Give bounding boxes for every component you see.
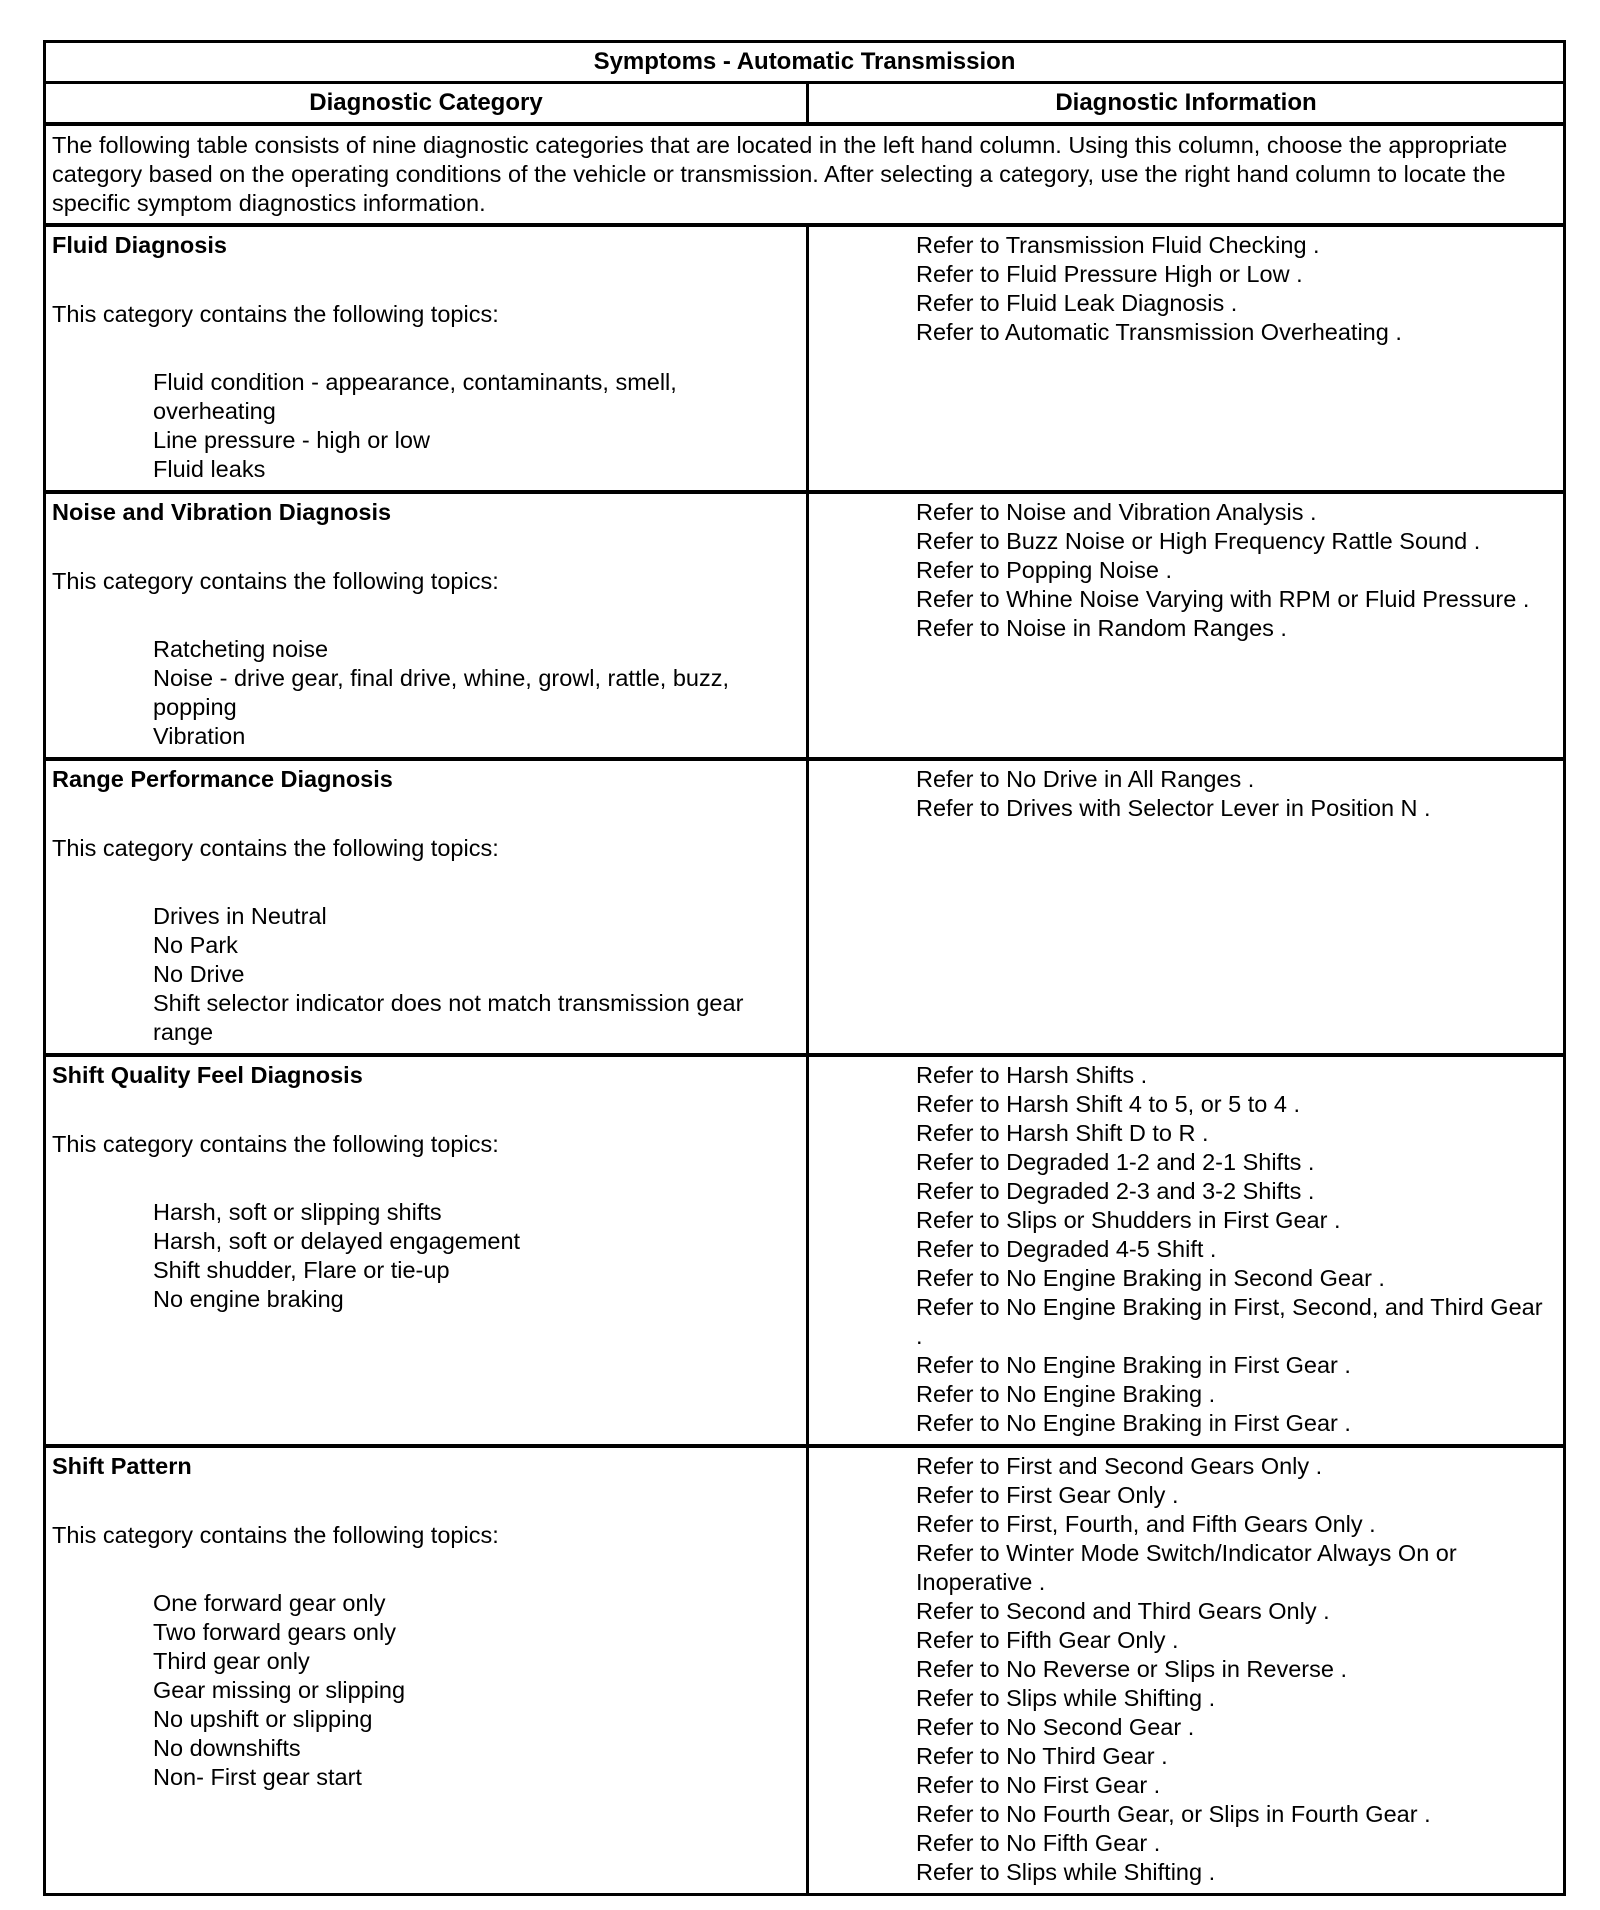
table-row <box>46 227 1563 494</box>
category-cell <box>46 761 809 1053</box>
refer-link[interactable]: Refer to Slips while Shifting . <box>916 1859 1216 1885</box>
topic-item: Two forward gears only <box>153 1619 396 1645</box>
refer-link[interactable]: Refer to Degraded 2-3 and 3-2 Shifts . <box>916 1178 1315 1204</box>
refer-link[interactable]: Refer to No First Gear . <box>916 1772 1161 1798</box>
refer-link[interactable]: Refer to Fifth Gear Only . <box>916 1627 1179 1653</box>
table-header <box>46 84 1563 126</box>
topic-item: Line pressure - high or low <box>153 427 430 453</box>
refer-link[interactable]: Refer to Automatic Transmission Overheating . <box>916 319 1402 345</box>
refer-link[interactable]: Refer to Transmission Fluid Checking . <box>916 232 1320 258</box>
refer-link[interactable]: Refer to Popping Noise . <box>916 557 1173 583</box>
refer-link[interactable]: Refer to No Engine Braking in Second Gear . <box>916 1265 1385 1291</box>
category-cell <box>46 227 809 490</box>
contains-label: This category contains the following topics: <box>52 568 499 594</box>
topic-item: Fluid condition - appearance, contaminants, smell, overheating <box>153 369 677 424</box>
information-cell <box>809 227 1563 490</box>
topic-item: Non- First gear start <box>153 1764 362 1790</box>
refer-link[interactable]: Refer to No Second Gear . <box>916 1714 1195 1740</box>
table-row <box>46 761 1563 1057</box>
topic-item: Harsh, soft or delayed engagement <box>153 1228 521 1254</box>
refer-link[interactable]: Refer to Noise in Random Ranges . <box>916 615 1287 641</box>
refer-link[interactable]: Refer to First and Second Gears Only . <box>916 1453 1323 1479</box>
refer-link[interactable]: Refer to Harsh Shifts . <box>916 1062 1148 1088</box>
information-cell <box>809 1448 1563 1893</box>
topic-item: No Drive <box>153 961 245 987</box>
topic-list <box>52 1589 800 1792</box>
refer-link[interactable]: Refer to Whine Noise Varying with RPM or Fluid Pressure . <box>916 586 1530 612</box>
refer-link[interactable]: Refer to No Engine Braking in First Gear . <box>916 1410 1351 1436</box>
refer-link[interactable]: Refer to No Engine Braking in First Gear . <box>916 1352 1351 1378</box>
topic-item: Gear missing or slipping <box>153 1677 406 1703</box>
category-cell <box>46 1057 809 1444</box>
header-diagnostic-category: Diagnostic Category <box>46 84 809 122</box>
refer-link[interactable]: Refer to First Gear Only . <box>916 1482 1179 1508</box>
contains-label: This category contains the following topics: <box>52 835 499 861</box>
information-cell <box>809 494 1563 757</box>
refer-link[interactable]: Refer to Noise and Vibration Analysis . <box>916 499 1317 525</box>
refer-link[interactable]: Refer to No Engine Braking in First, Second, and Third Gear . <box>916 1294 1543 1349</box>
topic-item: No upshift or slipping <box>153 1706 373 1732</box>
category-cell <box>46 494 809 757</box>
refer-link[interactable]: Refer to Degraded 1-2 and 2-1 Shifts . <box>916 1149 1315 1175</box>
topic-item: Shift shudder, Flare or tie-up <box>153 1257 450 1283</box>
category-rows <box>46 227 1563 1893</box>
refer-link[interactable]: Refer to No Drive in All Ranges . <box>916 766 1255 792</box>
refer-link[interactable]: Refer to Winter Mode Switch/Indicator Always On or Inoperative . <box>916 1540 1457 1595</box>
topic-item: Ratcheting noise <box>153 636 329 662</box>
contains-label: This category contains the following topics: <box>52 1522 499 1548</box>
category-cell <box>46 1448 809 1893</box>
refer-link[interactable]: Refer to Fluid Leak Diagnosis . <box>916 290 1238 316</box>
table-row <box>46 1057 1563 1448</box>
topic-item: Harsh, soft or slipping shifts <box>153 1199 442 1225</box>
topic-item: Vibration <box>153 723 246 749</box>
category-title: Shift Quality Feel Diagnosis <box>52 1062 363 1088</box>
topic-item: One forward gear only <box>153 1590 386 1616</box>
topic-item: Noise - drive gear, final drive, whine, growl, rattle, buzz, popping <box>153 665 730 720</box>
category-title: Shift Pattern <box>52 1453 192 1479</box>
topic-item: Fluid leaks <box>153 456 266 482</box>
symptoms-table <box>43 40 1566 1896</box>
category-title: Fluid Diagnosis <box>52 232 227 258</box>
information-cell <box>809 1057 1563 1444</box>
topic-item: Third gear only <box>153 1648 310 1674</box>
refer-link[interactable]: Refer to Slips or Shudders in First Gear . <box>916 1207 1341 1233</box>
refer-link[interactable]: Refer to Harsh Shift 4 to 5, or 5 to 4 . <box>916 1091 1301 1117</box>
topic-item: Drives in Neutral <box>153 903 327 929</box>
refer-link[interactable]: Refer to Degraded 4-5 Shift . <box>916 1236 1217 1262</box>
topic-item: Shift selector indicator does not match transmission gear range <box>153 990 744 1045</box>
contains-label: This category contains the following topics: <box>52 1131 499 1157</box>
topic-list <box>52 1198 800 1314</box>
intro-text: The following table consists of nine diagnostic categories that are located in the left hand column. Using this column, choose the appropriate category based on the operating conditions of the vehicle or transmission. After selecting a category, use the right hand column to locate the specific symptom diagnostics information. <box>46 126 1563 227</box>
topic-item: No engine braking <box>153 1286 344 1312</box>
refer-link[interactable]: Refer to No Third Gear . <box>916 1743 1168 1769</box>
category-title: Range Performance Diagnosis <box>52 766 393 792</box>
information-cell <box>809 761 1563 1053</box>
refer-link[interactable]: Refer to No Fourth Gear, or Slips in Fourth Gear . <box>916 1801 1431 1827</box>
topic-item: No downshifts <box>153 1735 301 1761</box>
topic-item: No Park <box>153 932 238 958</box>
refer-link[interactable]: Refer to Slips while Shifting . <box>916 1685 1216 1711</box>
table-row <box>46 1448 1563 1893</box>
topic-list <box>52 368 800 484</box>
refer-link[interactable]: Refer to No Engine Braking . <box>916 1381 1216 1407</box>
refer-link[interactable]: Refer to Harsh Shift D to R . <box>916 1120 1209 1146</box>
category-title: Noise and Vibration Diagnosis <box>52 499 392 525</box>
table-title: Symptoms - Automatic Transmission <box>46 43 1563 84</box>
refer-link[interactable]: Refer to No Fifth Gear . <box>916 1830 1161 1856</box>
refer-link[interactable]: Refer to Drives with Selector Lever in Position N . <box>916 795 1431 821</box>
refer-link[interactable]: Refer to Fluid Pressure High or Low . <box>916 261 1303 287</box>
table-row <box>46 494 1563 761</box>
refer-link[interactable]: Refer to First, Fourth, and Fifth Gears Only . <box>916 1511 1376 1537</box>
refer-link[interactable]: Refer to Second and Third Gears Only . <box>916 1598 1330 1624</box>
contains-label: This category contains the following topics: <box>52 301 499 327</box>
refer-link[interactable]: Refer to Buzz Noise or High Frequency Rattle Sound . <box>916 528 1481 554</box>
header-diagnostic-information: Diagnostic Information <box>1055 89 1317 116</box>
topic-list <box>52 635 800 751</box>
topic-list <box>52 902 800 1047</box>
refer-link[interactable]: Refer to No Reverse or Slips in Reverse . <box>916 1656 1347 1682</box>
